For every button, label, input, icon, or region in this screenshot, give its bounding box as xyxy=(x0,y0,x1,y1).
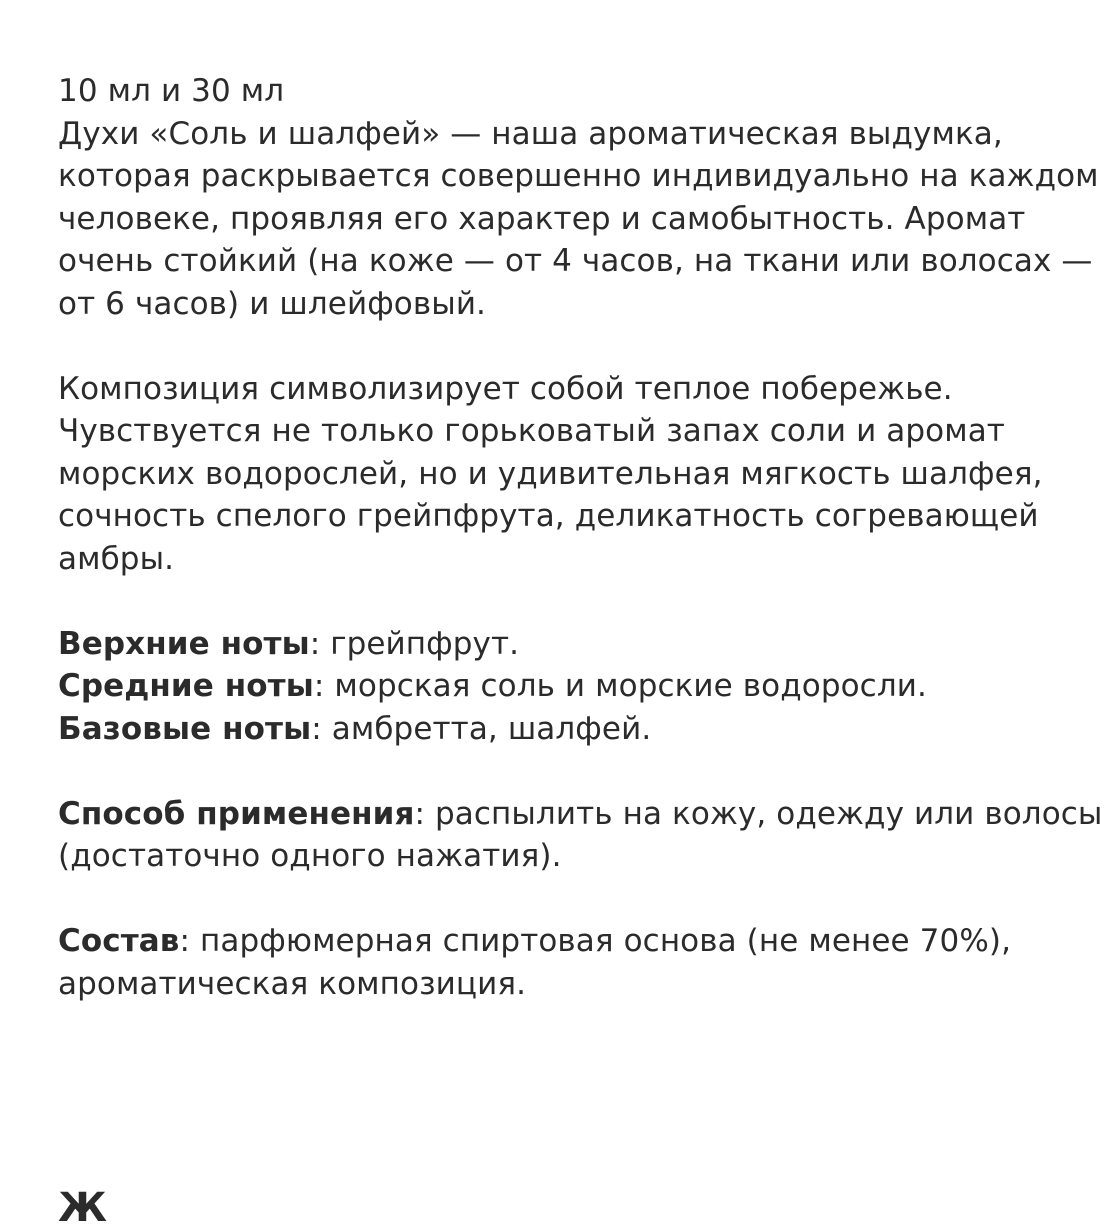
top-notes-label: Верхние ноты xyxy=(58,625,310,662)
paragraph-spacer xyxy=(58,325,1070,368)
base-notes-value: : амбретта, шалфей. xyxy=(311,710,652,747)
composition-line: амбры. xyxy=(58,540,175,577)
ingredients-label: Состав xyxy=(58,923,180,959)
composition-line: сочность спелого грейпфрута, деликатность согревающей xyxy=(58,498,1039,534)
base-notes-label: Базовые ноты xyxy=(58,710,312,747)
composition-line: морских водорослей, но и удивительная мягкость шалфея, xyxy=(58,455,1043,492)
intro-line: от 6 часов) и шлейфовый. xyxy=(58,285,487,322)
paragraph-spacer xyxy=(58,580,1070,623)
usage-block xyxy=(58,793,1103,878)
middle-notes-label: Средние ноты xyxy=(58,668,314,704)
volume-text: 10 мл и 30 мл xyxy=(58,73,285,109)
usage-value: : распылить на кожу, одежду или волосы xyxy=(414,795,1103,832)
intro-line: которая раскрывается совершенно индивидуально на каждом xyxy=(58,158,1099,194)
usage-continuation: (достаточно одного нажатия). xyxy=(58,838,562,874)
usage-row xyxy=(58,793,1103,836)
ingredients-row xyxy=(58,920,1070,963)
composition-line: Чувствуется не только горьковатый запах соли и аромат xyxy=(58,413,1005,449)
composition-paragraph xyxy=(58,368,1070,581)
top-notes-value: : грейпфрут. xyxy=(309,625,520,662)
cut-off-heading: Ж xyxy=(58,1185,107,1231)
middle-notes-row xyxy=(58,665,1070,708)
intro-line: Духи «Соль и шалфей» — наша ароматическая выдумка, xyxy=(58,115,1003,152)
composition-line: Композиция символизирует собой теплое побережье. xyxy=(58,370,953,407)
paragraph-spacer xyxy=(58,750,1070,793)
usage-label: Способ применения xyxy=(58,795,415,832)
paragraph-spacer xyxy=(58,878,1070,921)
ingredients-continuation: ароматическая композиция. xyxy=(58,965,527,1002)
intro-line: человеке, проявляя его характер и самобытность. Аромат xyxy=(58,200,1026,237)
base-notes-row xyxy=(58,708,1070,751)
intro-line: очень стойкий (на коже — от 4 часов, на ткани или волосах — xyxy=(58,243,1093,279)
middle-notes-value: : морская соль и морские водоросли. xyxy=(313,668,927,704)
notes-block xyxy=(58,623,1070,751)
top-notes-row xyxy=(58,623,1070,666)
ingredients-value: : парфюмерная спиртовая основа (не менее 70%), xyxy=(179,923,1012,959)
product-description xyxy=(58,70,1103,1005)
intro-paragraph xyxy=(58,113,1099,326)
ingredients-block xyxy=(58,920,1070,1005)
